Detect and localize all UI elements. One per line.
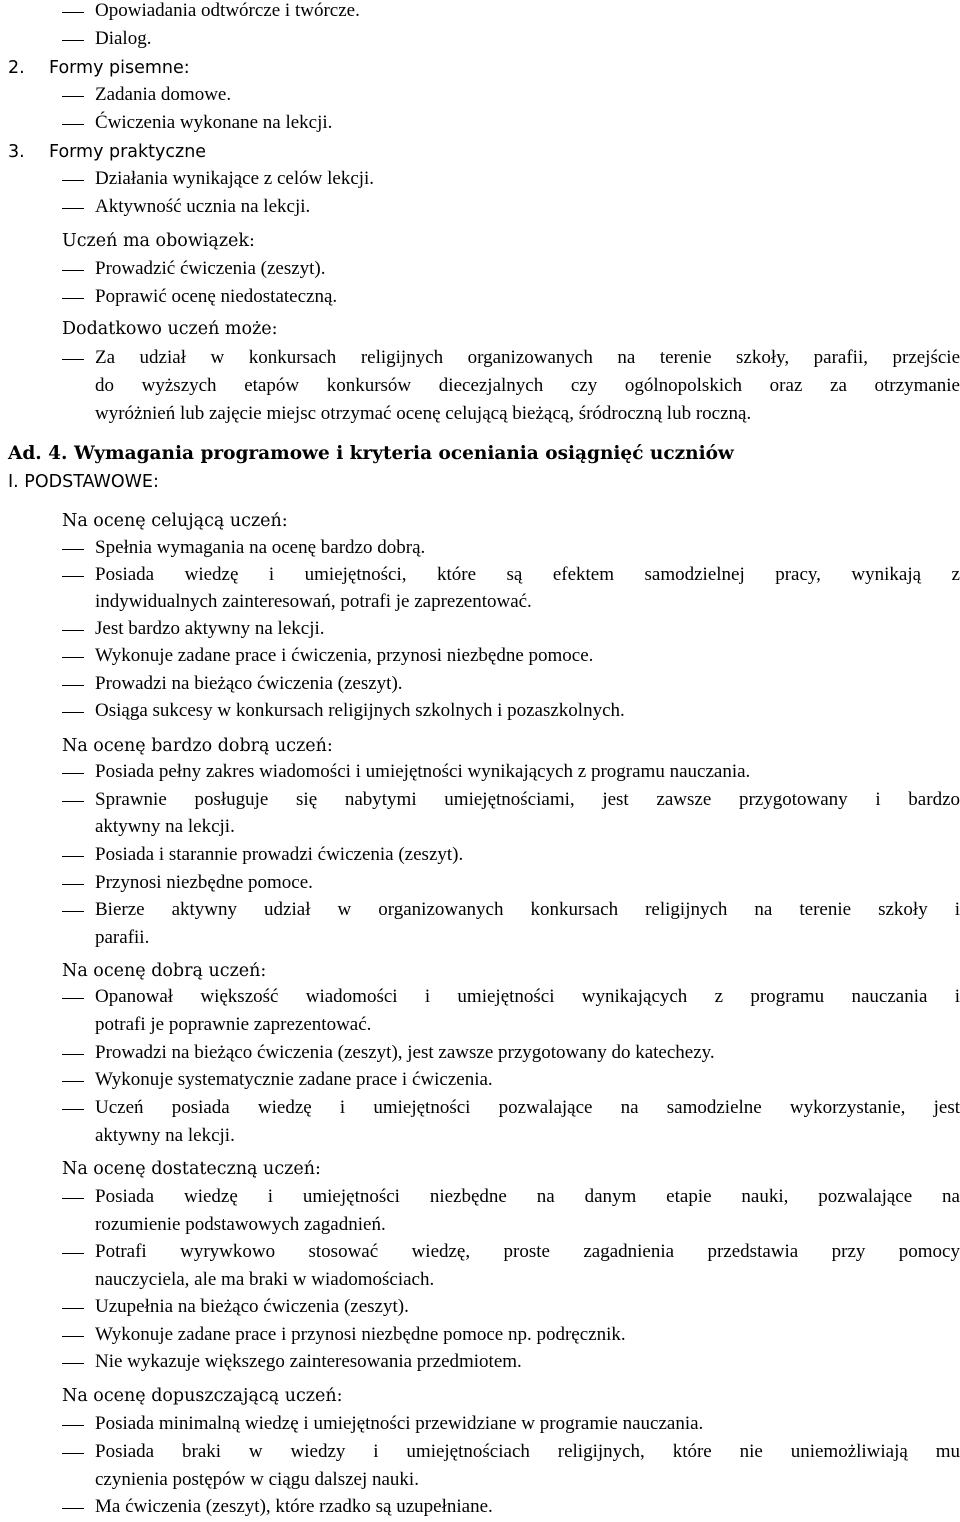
list-item-line: do wyższych etapów konkursów diecezjalnych czy ogólnopolskich oraz za otrzymanie — [95, 375, 960, 396]
list-item: Posiada i starannie prowadzi ćwiczenia (zeszyt). — [95, 844, 464, 865]
list-item: Aktywność ucznia na lekcji. — [95, 196, 311, 217]
bullet-dash — [62, 1425, 84, 1426]
list-item-line: indywidualnych zainteresowań, potrafi je zaprezentować. — [95, 591, 532, 612]
list-item: Ćwiczenia wykonane na lekcji. — [95, 112, 333, 133]
basic-heading: I. PODSTAWOWE: — [8, 472, 159, 492]
list-item-line: parafii. — [95, 927, 150, 948]
bullet-dash — [62, 180, 84, 181]
bullet-dash — [62, 1363, 84, 1364]
list-item: Jest bardzo aktywny na lekcji. — [95, 618, 325, 639]
grade-heading-dopuszczajaca: Na ocenę dopuszczającą uczeń: — [62, 1386, 343, 1406]
bullet-dash — [62, 208, 84, 209]
bullet-dash — [62, 856, 84, 857]
bullet-dash — [62, 359, 84, 360]
list-item: Prowadzi na bieżąco ćwiczenia (zeszyt). — [95, 673, 403, 694]
bullet-dash — [62, 270, 84, 271]
list-item-line: Za udział w konkursach religijnych organizowanych na terenie szkoły, parafii, przejście — [95, 347, 960, 368]
list-item-line: rozumienie podstawowych zagadnień. — [95, 1214, 386, 1235]
list-item-line: Posiada wiedzę i umiejętności, które są efektem samodzielnej pracy, wynikają z — [95, 564, 960, 585]
list-item: Działania wynikające z celów lekcji. — [95, 168, 375, 189]
bullet-dash — [62, 657, 84, 658]
bullet-dash — [62, 1253, 84, 1254]
bullet-dash — [62, 801, 84, 802]
obligation-heading: Uczeń ma obowiązek: — [62, 231, 255, 251]
list-item-line: nauczyciela, ale ma braki w wiadomościach. — [95, 1269, 435, 1290]
bullet-dash — [62, 298, 84, 299]
grade-heading-celujaca: Na ocenę celującą uczeń: — [62, 511, 288, 531]
bullet-dash — [62, 884, 84, 885]
bullet-dash — [62, 911, 84, 912]
list-item: Posiada minimalną wiedzę i umiejętności przewidziane w programie nauczania. — [95, 1413, 704, 1434]
list-item-line: Posiada braki w wiedzy i umiejętnościach religijnych, które nie uniemożliwiają mu — [95, 1441, 960, 1462]
bullet-dash — [62, 998, 84, 999]
list-item: Dialog. — [95, 28, 152, 49]
grade-heading-dobra: Na ocenę dobrą uczeń: — [62, 961, 267, 981]
list-item-line: potrafi je poprawnie zaprezentować. — [95, 1014, 372, 1035]
bullet-dash — [62, 1336, 84, 1337]
extra-heading: Dodatkowo uczeń może: — [62, 319, 278, 339]
list-item-line: Posiada wiedzę i umiejętności niezbędne na danym etapie nauki, pozwalające na — [95, 1186, 960, 1207]
bullet-dash — [62, 712, 84, 713]
list-item: Prowadzi na bieżąco ćwiczenia (zeszyt), jest zawsze przygotowany do katechezy. — [95, 1042, 715, 1063]
list-item-line: Opanował większość wiadomości i umiejętności wynikających z programu nauczania i — [95, 986, 960, 1007]
list-item: Osiąga sukcesy w konkursach religijnych szkolnych i pozaszkolnych. — [95, 700, 625, 721]
chapter-label: Ad. 4. — [8, 443, 68, 464]
bullet-dash — [62, 40, 84, 41]
list-item: Poprawić ocenę niedostateczną. — [95, 286, 338, 307]
list-item: Wykonuje zadane prace i przynosi niezbędne pomoce np. podręcznik. — [95, 1324, 626, 1345]
bullet-dash — [62, 1081, 84, 1082]
bullet-dash — [62, 549, 84, 550]
section-title: Formy praktyczne — [49, 142, 207, 162]
list-item: Opowiadania odtwórcze i twórcze. — [95, 0, 360, 21]
list-item: Przynosi niezbędne pomoce. — [95, 872, 313, 893]
list-item: Posiada pełny zakres wiadomości i umiejętności wynikających z programu nauczania. — [95, 761, 751, 782]
bullet-dash — [62, 576, 84, 577]
list-item-line: czynienia postępów w ciągu dalszej nauki. — [95, 1469, 419, 1490]
list-item: Zadania domowe. — [95, 84, 232, 105]
bullet-dash — [62, 685, 84, 686]
section-title: Formy pisemne: — [49, 58, 190, 78]
bullet-dash — [62, 773, 84, 774]
chapter-heading — [8, 441, 734, 467]
bullet-dash — [62, 1508, 84, 1509]
list-item: Prowadzić ćwiczenia (zeszyt). — [95, 258, 326, 279]
chapter-title: Wymagania programowe i kryteria oceniania osiągnięć uczniów — [73, 443, 734, 464]
list-item-line: aktywny na lekcji. — [95, 816, 235, 837]
list-item: Ma ćwiczenia (zeszyt), które rzadko są uzupełniane. — [95, 1496, 493, 1517]
list-item-line: Uczeń posiada wiedzę i umiejętności pozwalające na samodzielne wykorzystanie, jest — [95, 1097, 960, 1118]
bullet-dash — [62, 630, 84, 631]
section-number: 3. — [8, 142, 25, 162]
bullet-dash — [62, 1109, 84, 1110]
list-item: Wykonuje systematycznie zadane prace i ćwiczenia. — [95, 1069, 493, 1090]
bullet-dash — [62, 1054, 84, 1055]
list-item: Uzupełnia na bieżąco ćwiczenia (zeszyt). — [95, 1296, 409, 1317]
list-item-line: aktywny na lekcji. — [95, 1125, 235, 1146]
list-item: Spełnia wymagania na ocenę bardzo dobrą. — [95, 537, 426, 558]
bullet-dash — [62, 1198, 84, 1199]
bullet-dash — [62, 12, 84, 13]
list-item: Nie wykazuje większego zainteresowania przedmiotem. — [95, 1351, 522, 1372]
bullet-dash — [62, 1308, 84, 1309]
grade-heading-dostateczna: Na ocenę dostateczną uczeń: — [62, 1159, 321, 1179]
list-item-line: Sprawnie posługuje się nabytymi umiejętnościami, jest zawsze przygotowany i bardzo — [95, 789, 960, 810]
bullet-dash — [62, 96, 84, 97]
list-item-line: wyróżnień lub zajęcie miejsc otrzymać ocenę celującą bieżącą, śródroczną lub roczną. — [95, 403, 752, 424]
grade-heading-bardzo-dobra: Na ocenę bardzo dobrą uczeń: — [62, 736, 333, 756]
list-item: Wykonuje zadane prace i ćwiczenia, przynosi niezbędne pomoce. — [95, 645, 594, 666]
list-item-line: Potrafi wyrywkowo stosować wiedzę, proste zagadnienia przedstawia przy pomocy — [95, 1241, 960, 1262]
bullet-dash — [62, 124, 84, 125]
list-item-line: Bierze aktywny udział w organizowanych konkursach religijnych na terenie szkoły i — [95, 899, 960, 920]
section-number: 2. — [8, 58, 25, 78]
bullet-dash — [62, 1453, 84, 1454]
